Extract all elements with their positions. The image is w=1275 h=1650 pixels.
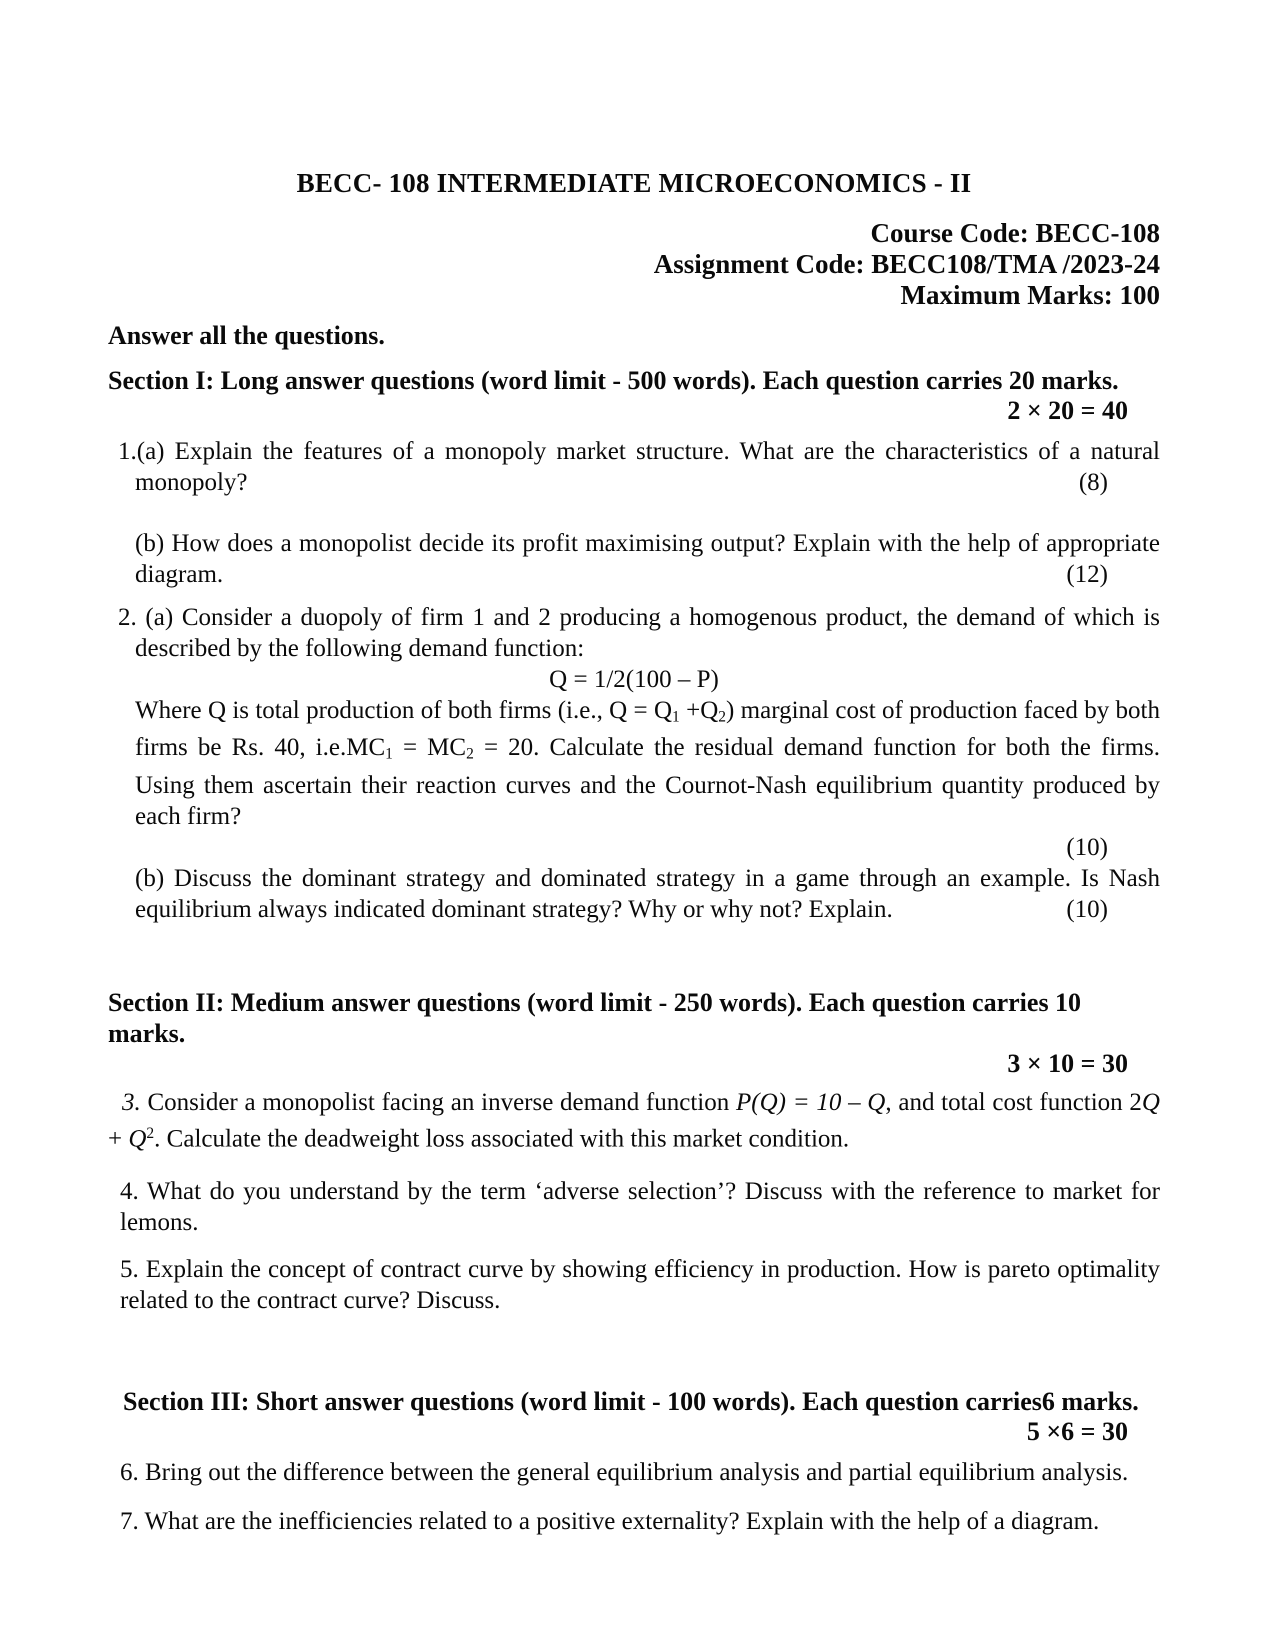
question-3-text: + [108, 1125, 129, 1153]
section-i-total-marks: 2 × 20 = 40 [1007, 396, 1128, 425]
question-2a-marks: (10) [1066, 833, 1108, 861]
question-3-text: , and total cost function 2 [885, 1088, 1142, 1116]
question-1a-marks: (8) [1078, 469, 1108, 496]
page-title: BECC- 108 INTERMEDIATE MICROECONOMICS - II [296, 168, 972, 198]
inverse-demand-formula: P(Q) = 10 – Q [736, 1088, 886, 1116]
cost-function-q: Q [128, 1125, 147, 1153]
question-1a [108, 436, 1160, 498]
question-2b [108, 863, 1160, 925]
question-2a-body-text: Where Q is total production of both firms (i.e., Q = Q [135, 697, 673, 724]
question-2a-intro [108, 602, 1160, 664]
question-3-text: . Calculate the deadweight loss associated with this market condition. [154, 1125, 850, 1153]
question-1b [108, 528, 1160, 590]
answer-all-instruction: Answer all the questions. [108, 321, 385, 350]
cost-function-q: Q [1141, 1088, 1160, 1116]
subscript-1: 1 [672, 708, 680, 726]
question-2a-intro-text: 2. (a) Consider a duopoly of firm 1 and 2 producing a homogenous product, the demand of which is described by the following demand function: [118, 604, 1160, 662]
assignment-code: Assignment Code: BECC108/TMA /2023-24 [653, 249, 1160, 279]
subscript-2: 2 [466, 745, 474, 763]
question-5: 5. Explain the concept of contract curve by showing efficiency in production. How is pareto optimality related to the contract curve? Discuss. [120, 1256, 1160, 1315]
question-2a-body-text: ) marginal cost of production faced by both firms be Rs. 40, i.e.MC [135, 697, 1160, 762]
question-7: 7. What are the inefficiencies related to a positive externality? Explain with the help of a diagram. [120, 1508, 1100, 1536]
question-1b-marks: (12) [1066, 561, 1108, 588]
question-1a-text: 1.(a) Explain the features of a monopoly market structure. What are the characteristics of a natural monopoly? [118, 438, 1160, 496]
question-2a-body-text: = MC [392, 734, 467, 762]
section-ii-total-marks: 3 × 10 = 30 [1007, 1048, 1128, 1078]
question-4: 4. What do you understand by the term ‘adverse selection’? Discuss with the reference to market for lemons. [120, 1178, 1160, 1237]
question-2a-body [108, 695, 1160, 832]
subscript-1: 1 [385, 745, 393, 763]
section-iii-heading: Section III: Short answer questions (word limit - 100 words). Each question carries6 marks. [123, 1387, 1139, 1417]
question-1b-text: (b) How does a monopolist decide its profit maximising output? Explain with the help of appropriate diagram. [135, 530, 1160, 588]
question-3 [108, 1087, 1160, 1155]
question-2b-marks: (10) [1066, 895, 1108, 923]
course-info-block [108, 218, 1160, 311]
section-i-heading: Section I: Long answer questions (word limit - 500 words). Each question carries 20 marks. [108, 366, 1119, 395]
section-ii-heading: Section II: Medium answer questions (word limit - 250 words). Each question carries 10 marks. [108, 987, 1082, 1048]
superscript-2: 2 [146, 1124, 155, 1142]
question-2b-text: (b) Discuss the dominant strategy and dominated strategy in a game through an example. Is Nash equilibrium always indicated dominant strategy? Why or why not? Explain. [135, 864, 1160, 923]
maximum-marks: Maximum Marks: 100 [900, 280, 1160, 310]
course-code: Course Code: BECC-108 [870, 218, 1160, 248]
subscript-2: 2 [718, 708, 727, 726]
question-6: 6. Bring out the difference between the general equilibrium analysis and partial equilibrium analysis. [120, 1459, 1129, 1487]
question-2a-body-text: = 20. Calculate the residual demand function for both the firms. Using them ascertain their reaction curves and the Cournot-Nash equilibrium quantity produced by each firm? [135, 734, 1160, 830]
question-3-text: Consider a monopolist facing an inverse demand function [140, 1088, 736, 1116]
question-3-number: 3. [122, 1088, 141, 1116]
question-2a-body-text: +Q [679, 697, 719, 724]
demand-function-formula: Q = 1/2(100 – P) [549, 666, 719, 693]
section-iii-total-marks: 5 ×6 = 30 [1026, 1417, 1128, 1447]
